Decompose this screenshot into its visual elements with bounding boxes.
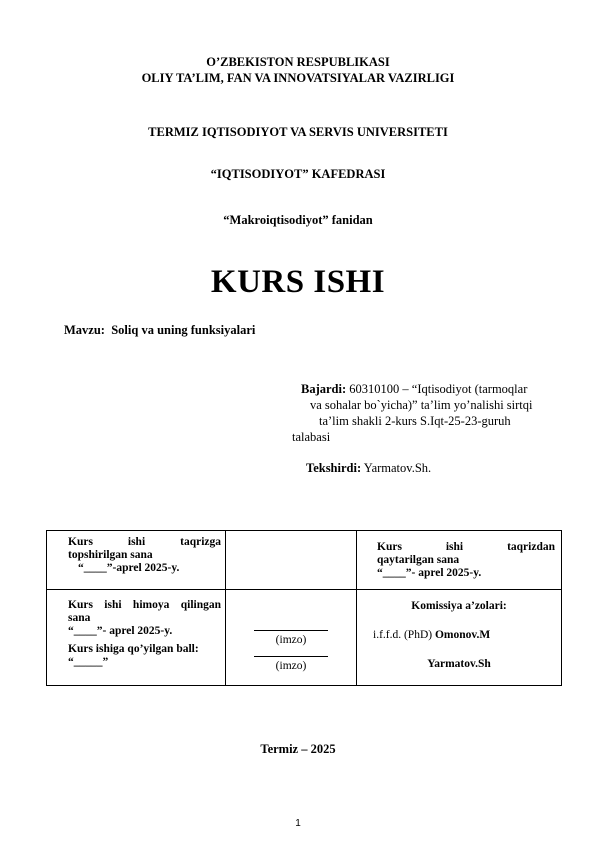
signature-line-1 — [254, 630, 328, 631]
page-number: 1 — [295, 818, 301, 829]
performer-block — [292, 381, 562, 445]
table-row — [47, 590, 562, 686]
defense-date: “____”- aprel 2025-y. — [68, 625, 173, 637]
department-heading: “IQTISODIYOT” KAFEDRASI — [210, 167, 386, 181]
signature-caption-1: (imzo) — [275, 634, 307, 646]
commission-cell — [357, 590, 562, 686]
signature-cell — [226, 590, 357, 686]
signature-caption-2: (imzo) — [275, 660, 307, 672]
defense-cell — [47, 590, 226, 686]
review-returned-line2: qaytarilgan sana — [377, 554, 460, 566]
signature-cell-empty — [226, 531, 357, 590]
checker-value: Yarmatov.Sh. — [363, 461, 432, 475]
review-submitted-date: “____”-aprel 2025-y. — [78, 562, 180, 574]
performer-label: Bajardi: — [301, 382, 347, 396]
subject-heading: “Makroiqtisodiyot” fanidan — [223, 213, 373, 227]
topic-label: Mavzu: — [64, 323, 105, 337]
table-row — [47, 531, 562, 590]
score-label: Kurs ishiga qo’yilgan ball: — [68, 643, 199, 655]
commission-title: Komissiya a’zolari: — [411, 600, 507, 612]
topic-line — [64, 322, 255, 338]
review-returned-cell — [357, 531, 562, 590]
defense-line2: sana — [68, 612, 91, 624]
review-submitted-line1: Kurs ishi taqrizga — [68, 536, 221, 548]
signature-line-2 — [254, 656, 328, 657]
ministry-heading: OLIY TA’LIM, FAN VA INNOVATSIYALAR VAZIRLIGI — [141, 71, 455, 85]
performer-line1: 60310100 – “Iqtisodiyot (tarmoqlar — [349, 382, 528, 396]
review-submitted-cell — [47, 531, 226, 590]
commission-member-2: Yarmatov.Sh — [427, 658, 491, 670]
performer-line3: ta’lim shakli 2-kurs S.Iqt-25-23-guruh — [319, 414, 511, 428]
commission-member-1 — [361, 629, 557, 642]
university-heading: TERMIZ IQTISODIYOT VA SERVIS UNIVERSITETI — [148, 125, 448, 139]
performer-line2: va sohalar bo`yicha)” ta’lim yo’nalishi sirtqi — [310, 398, 533, 412]
review-table — [46, 530, 562, 686]
score-value: “_____” — [68, 656, 109, 668]
topic-value: Soliq va uning funksiyalari — [111, 323, 256, 337]
document-title: KURS ISHI — [210, 264, 386, 300]
member1-prefix: i.f.f.d. (PhD) — [373, 629, 433, 641]
checker-label: Tekshirdi: — [306, 461, 362, 475]
checker-line — [306, 460, 431, 476]
review-submitted-line2: topshirilgan sana — [68, 549, 153, 561]
republic-heading: O’ZBEKISTON RESPUBLIKASI — [206, 55, 390, 69]
defense-line1: Kurs ishi himoya qilingan — [68, 599, 221, 611]
review-returned-line1: Kurs ishi taqrizdan — [377, 541, 555, 553]
review-returned-date: “____”- aprel 2025-y. — [377, 567, 482, 579]
performer-line4: talabasi — [292, 430, 331, 444]
member1-name: Omonov.M — [434, 629, 491, 641]
city-year: Termiz – 2025 — [260, 742, 336, 756]
